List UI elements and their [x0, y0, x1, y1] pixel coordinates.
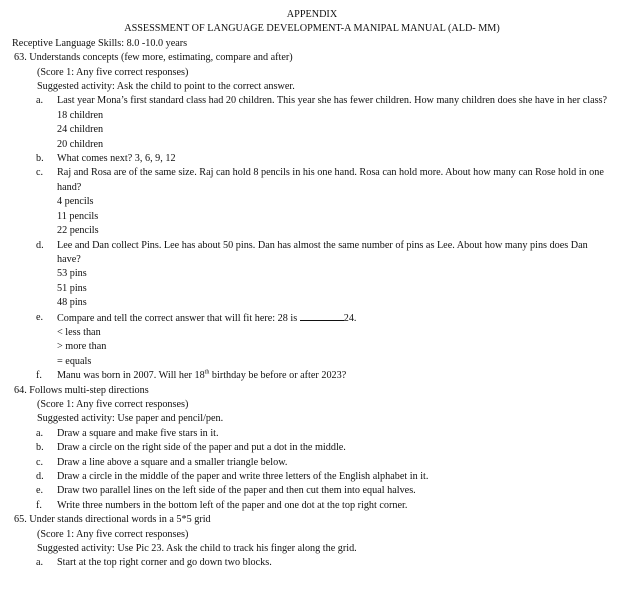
appendix-heading: APPENDIX [286, 9, 338, 20]
q63-c-option-1: 4 pencils [57, 196, 94, 208]
q63-d-option-2: 51 pins [57, 282, 87, 294]
q63-activity: Suggested activity: Ask the child to point to the correct answer. [37, 81, 295, 93]
q64-item-a [0, 427, 624, 441]
q65-activity: Suggested activity: Use Pic 23. Ask the child to track his finger along the grid. [37, 543, 357, 555]
q63-e-option-1: < less than [57, 326, 101, 338]
q63-heading: 63. Understands concepts (few more, estimating, compare and after) [14, 52, 293, 64]
q65-score: (Score 1: Any five correct responses) [37, 528, 189, 540]
q64-heading: 64. Follows multi-step directions [14, 384, 149, 396]
q63-a-option-3: 20 children [57, 138, 104, 150]
q64-item-c [0, 456, 624, 470]
q63-score: (Score 1: Any five correct responses) [37, 66, 189, 78]
item-text: Compare and tell the correct answer that will fit here: 28 is [57, 312, 300, 324]
q64-item-d [0, 470, 624, 484]
item-text: Draw a circle in the middle of the paper and write three letters of the English alphabet in it. [57, 471, 429, 482]
q63-d-option-1: 53 pins [57, 268, 87, 280]
item-text: Draw a circle on the right side of the paper and put a dot in the middle. [57, 442, 346, 454]
item-text: Draw a line above a square and a smaller triangle below. [57, 456, 288, 468]
item-marker: a. [36, 95, 44, 107]
q63-e-option-3: = equals [57, 355, 92, 367]
item-marker: a. [36, 427, 44, 439]
q64-item-b [0, 441, 624, 455]
item-text: Raj and Rosa are of the same size. Raj can hold 8 pencils in his one hand. Rosa can hold more. About how many can Rose hold in one hand? [57, 167, 604, 193]
item-marker: b. [36, 153, 44, 165]
q63-d-option-3: 48 pins [57, 297, 87, 309]
document-page [0, 8, 624, 571]
q63-c-option-3: 22 pencils [57, 225, 99, 237]
item-marker: c. [36, 167, 44, 179]
q63-a-option-1: 18 children [57, 109, 104, 121]
answer-blank [300, 311, 344, 321]
item-marker: f. [36, 499, 42, 511]
q63-c-option-2: 11 pencils [57, 210, 99, 222]
q65-item-a [0, 556, 624, 570]
q64-activity: Suggested activity: Use paper and pencil/pen. [37, 413, 224, 425]
q63-item-d [0, 239, 624, 268]
q63-item-a [0, 94, 624, 108]
item-text: Lee and Dan collect Pins. Lee has about 50 pins. Dan has almost the same number of pins as Lee. About how many pins does Dan have? [57, 239, 588, 265]
item-text: Write three numbers in the bottom left of the paper and one dot at the top right corner. [57, 499, 408, 511]
item-text: Last year Mona’s first standard class had 20 children. This year she has fewer children. How many children does she have in her class? [57, 95, 608, 107]
q64-item-e [0, 484, 624, 498]
document-title: ASSESSMENT OF LANGUAGE DEVELOPMENT-A MANIPAL MANUAL (ALD- MM) [124, 23, 500, 35]
q63-item-e [0, 311, 624, 326]
ordinal-suffix: th [204, 369, 210, 376]
q63-item-b [0, 152, 624, 166]
item-marker: e. [36, 485, 44, 497]
item-text: Manu was born in 2007. Will her 18 [57, 370, 205, 382]
q63-item-f [0, 369, 624, 383]
q63-a-option-2: 24 children [57, 124, 104, 136]
item-text: Draw two parallel lines on the left side of the paper and then cut them into equal halves. [57, 485, 416, 497]
item-marker: e. [36, 311, 44, 323]
item-text: Draw a square and make five stars in it. [57, 427, 219, 439]
item-marker: d. [36, 471, 44, 482]
q64-item-f [0, 499, 624, 513]
item-text-end: birthday be before or after 2023? [209, 370, 347, 382]
item-text: What comes next? 3, 6, 9, 12 [57, 153, 176, 165]
item-marker: c. [36, 456, 44, 468]
section-heading: Receptive Language Skills: 8.0 -10.0 years [12, 37, 188, 49]
item-marker: a. [36, 557, 44, 569]
q65-heading: 65. Under stands directional words in a 5*5 grid [14, 514, 211, 526]
q64-score: (Score 1: Any five correct responses) [37, 398, 189, 410]
item-marker: d. [36, 239, 44, 251]
item-text-end: 24. [343, 312, 357, 324]
q63-item-c [0, 166, 624, 195]
q63-e-option-2: > more than [57, 341, 107, 353]
item-marker: b. [36, 442, 44, 454]
item-marker: f. [36, 370, 42, 382]
item-text: Start at the top right corner and go down two blocks. [57, 557, 272, 569]
